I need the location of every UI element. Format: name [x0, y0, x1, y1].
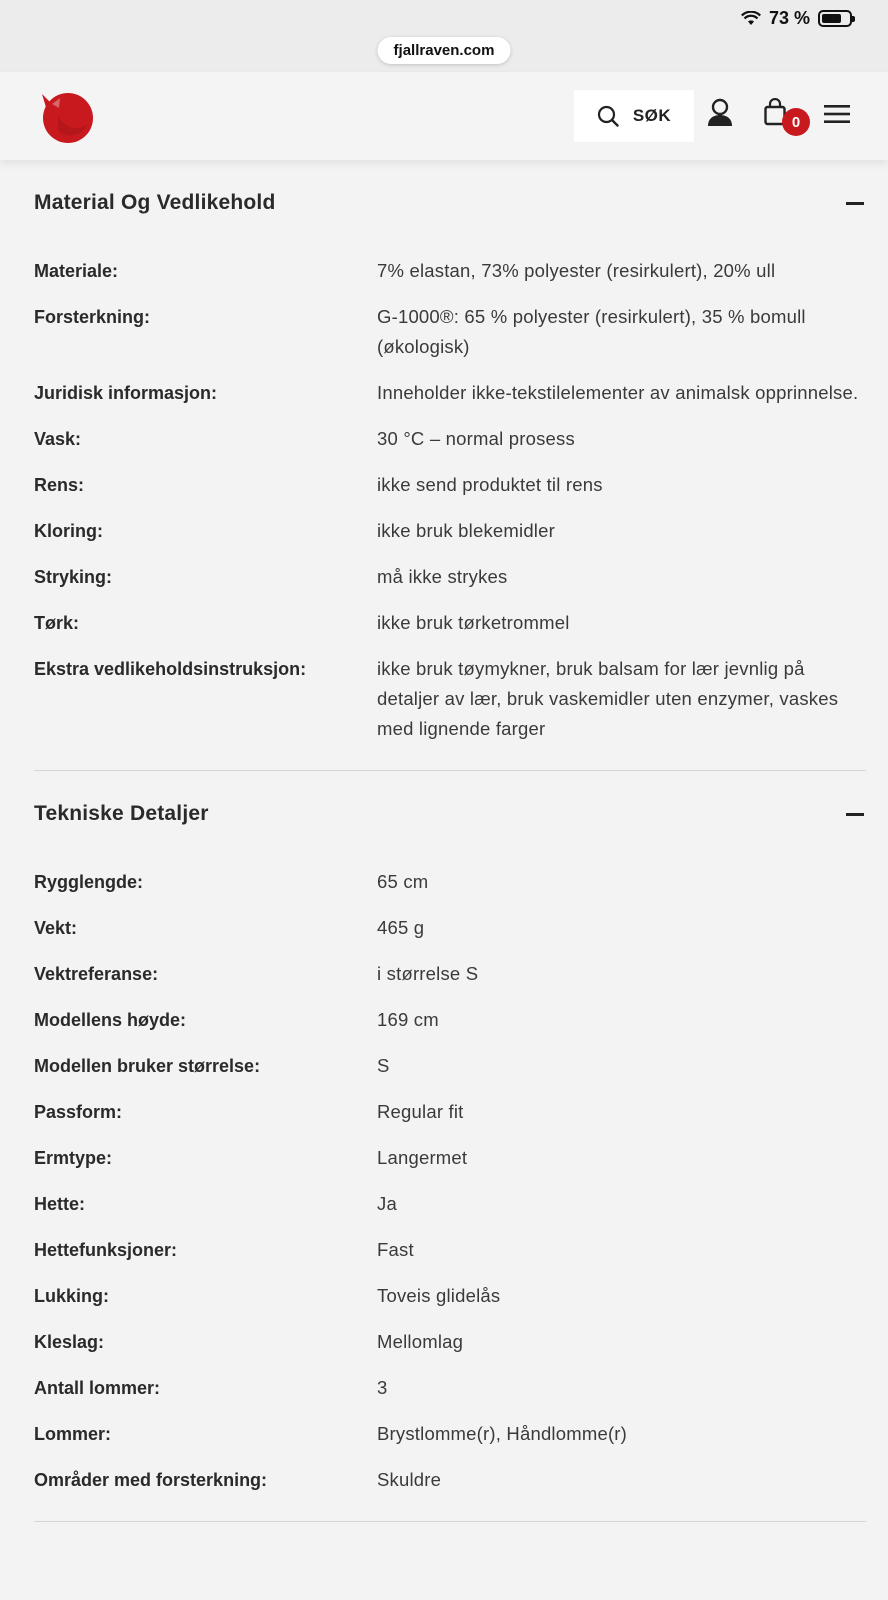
spec-label: Vask: — [34, 429, 82, 449]
spec-label: Hette: — [34, 1194, 86, 1214]
cart-button[interactable] — [764, 98, 801, 131]
spec-label: Passform: — [34, 1102, 123, 1122]
product-details — [34, 160, 866, 1522]
spec-value: Toveis glidelås — [377, 1285, 501, 1306]
spec-row — [34, 1097, 866, 1127]
spec-value: 65 cm — [377, 871, 429, 892]
spec-row — [34, 1005, 866, 1035]
search-icon — [597, 105, 619, 127]
menu-button[interactable] — [824, 104, 850, 129]
spec-row — [34, 1373, 866, 1403]
spec-value: må ikke strykes — [377, 566, 508, 587]
spec-row — [34, 1465, 866, 1495]
spec-label: Hettefunksjoner: — [34, 1240, 178, 1260]
status-bar — [0, 0, 888, 72]
spec-value: 169 cm — [377, 1009, 439, 1030]
spec-row — [34, 608, 866, 638]
battery-percentage: 73 % — [768, 8, 810, 28]
spec-value: i størrelse S — [377, 963, 479, 984]
account-button[interactable] — [706, 98, 734, 133]
spec-row — [34, 516, 866, 546]
battery-icon — [818, 10, 852, 27]
spec-label: Stryking: — [34, 567, 113, 587]
spec-row — [34, 867, 866, 897]
spec-label: Ekstra vedlikeholdsinstruksjon: — [34, 659, 307, 679]
wifi-icon — [741, 11, 761, 26]
spec-value: Regular fit — [377, 1101, 464, 1122]
spec-value: 7% elastan, 73% polyester (resirkulert), 20% ull — [377, 260, 776, 281]
spec-row — [34, 1189, 866, 1219]
spec-value: ikke send produktet til rens — [377, 474, 603, 495]
spec-label: Rens: — [34, 475, 85, 495]
minus-icon[interactable] — [846, 813, 864, 816]
spec-value: Inneholder ikke-tekstilelementer av animalsk opprinnelse. — [377, 382, 859, 403]
spec-value: 465 g — [377, 917, 425, 938]
spec-label: Antall lommer: — [34, 1378, 161, 1398]
spec-value: S — [377, 1055, 390, 1076]
spec-row — [34, 1235, 866, 1265]
spec-value: 3 — [377, 1377, 388, 1398]
spec-row — [34, 470, 866, 500]
spec-value: ikke bruk tøymykner, bruk balsam for lær jevnlig på detaljer av lær, bruk vaskemidler uten enzymer, vaskes med lignende farger — [377, 658, 839, 739]
section-material-care — [34, 160, 866, 771]
spec-row — [34, 378, 866, 408]
spec-label: Rygglengde: — [34, 872, 144, 892]
spec-value: Mellomlag — [377, 1331, 464, 1352]
spec-value: 30 °C – normal prosess — [377, 428, 575, 449]
search-label: SØK — [632, 106, 672, 125]
spec-row — [34, 1327, 866, 1357]
section-title: Tekniske Detaljer — [34, 802, 209, 825]
address-bar[interactable]: fjallraven.com — [378, 37, 511, 64]
spec-value: Skuldre — [377, 1469, 442, 1490]
spec-value: G-1000®: 65 % polyester (resirkulert), 35 % bomull (økologisk) — [377, 306, 806, 357]
spec-value: Fast — [377, 1239, 414, 1260]
spec-list — [34, 234, 866, 770]
section-technical-details — [34, 771, 866, 1522]
spec-label: Modellens høyde: — [34, 1010, 187, 1030]
spec-label: Modellen bruker størrelse: — [34, 1056, 261, 1076]
spec-row — [34, 1281, 866, 1311]
spec-list — [34, 845, 866, 1521]
spec-row — [34, 1143, 866, 1173]
site-header — [0, 72, 888, 160]
section-header[interactable] — [34, 160, 866, 234]
spec-label: Lommer: — [34, 1424, 112, 1444]
spec-row — [34, 959, 866, 989]
section-header[interactable] — [34, 771, 866, 845]
spec-row — [34, 256, 866, 286]
spec-label: Tørk: — [34, 613, 79, 633]
spec-label: Områder med forsterkning: — [34, 1470, 268, 1490]
spec-row — [34, 424, 866, 454]
spec-label: Lukking: — [34, 1286, 109, 1306]
spec-row — [34, 913, 866, 943]
spec-value: Ja — [377, 1193, 397, 1214]
spec-value: ikke bruk tørketrommel — [377, 612, 570, 633]
spec-label: Vektreferanse: — [34, 964, 159, 984]
minus-icon[interactable] — [846, 202, 864, 205]
spec-label: Vekt: — [34, 918, 78, 938]
spec-row — [34, 302, 866, 362]
cart-count-badge: 0 — [782, 108, 810, 136]
spec-label: Kleslag: — [34, 1332, 105, 1352]
hamburger-menu-icon — [824, 104, 850, 124]
spec-label: Kloring: — [34, 521, 103, 541]
user-icon — [706, 98, 734, 128]
spec-label: Juridisk informasjon: — [34, 383, 218, 403]
spec-row — [34, 1051, 866, 1081]
section-title: Material Og Vedlikehold — [34, 191, 276, 214]
spec-value: ikke bruk blekemidler — [377, 520, 555, 541]
spec-label: Materiale: — [34, 261, 119, 281]
fjallraven-fox-logo[interactable] — [38, 88, 94, 144]
spec-value: Brystlomme(r), Håndlomme(r) — [377, 1423, 628, 1444]
spec-value: Langermet — [377, 1147, 468, 1168]
spec-row — [34, 654, 866, 744]
spec-row — [34, 562, 866, 592]
spec-label: Forsterkning: — [34, 307, 151, 327]
spec-row — [34, 1419, 866, 1449]
spec-label: Ermtype: — [34, 1148, 113, 1168]
search-button[interactable] — [574, 90, 694, 142]
status-indicators — [741, 8, 852, 29]
